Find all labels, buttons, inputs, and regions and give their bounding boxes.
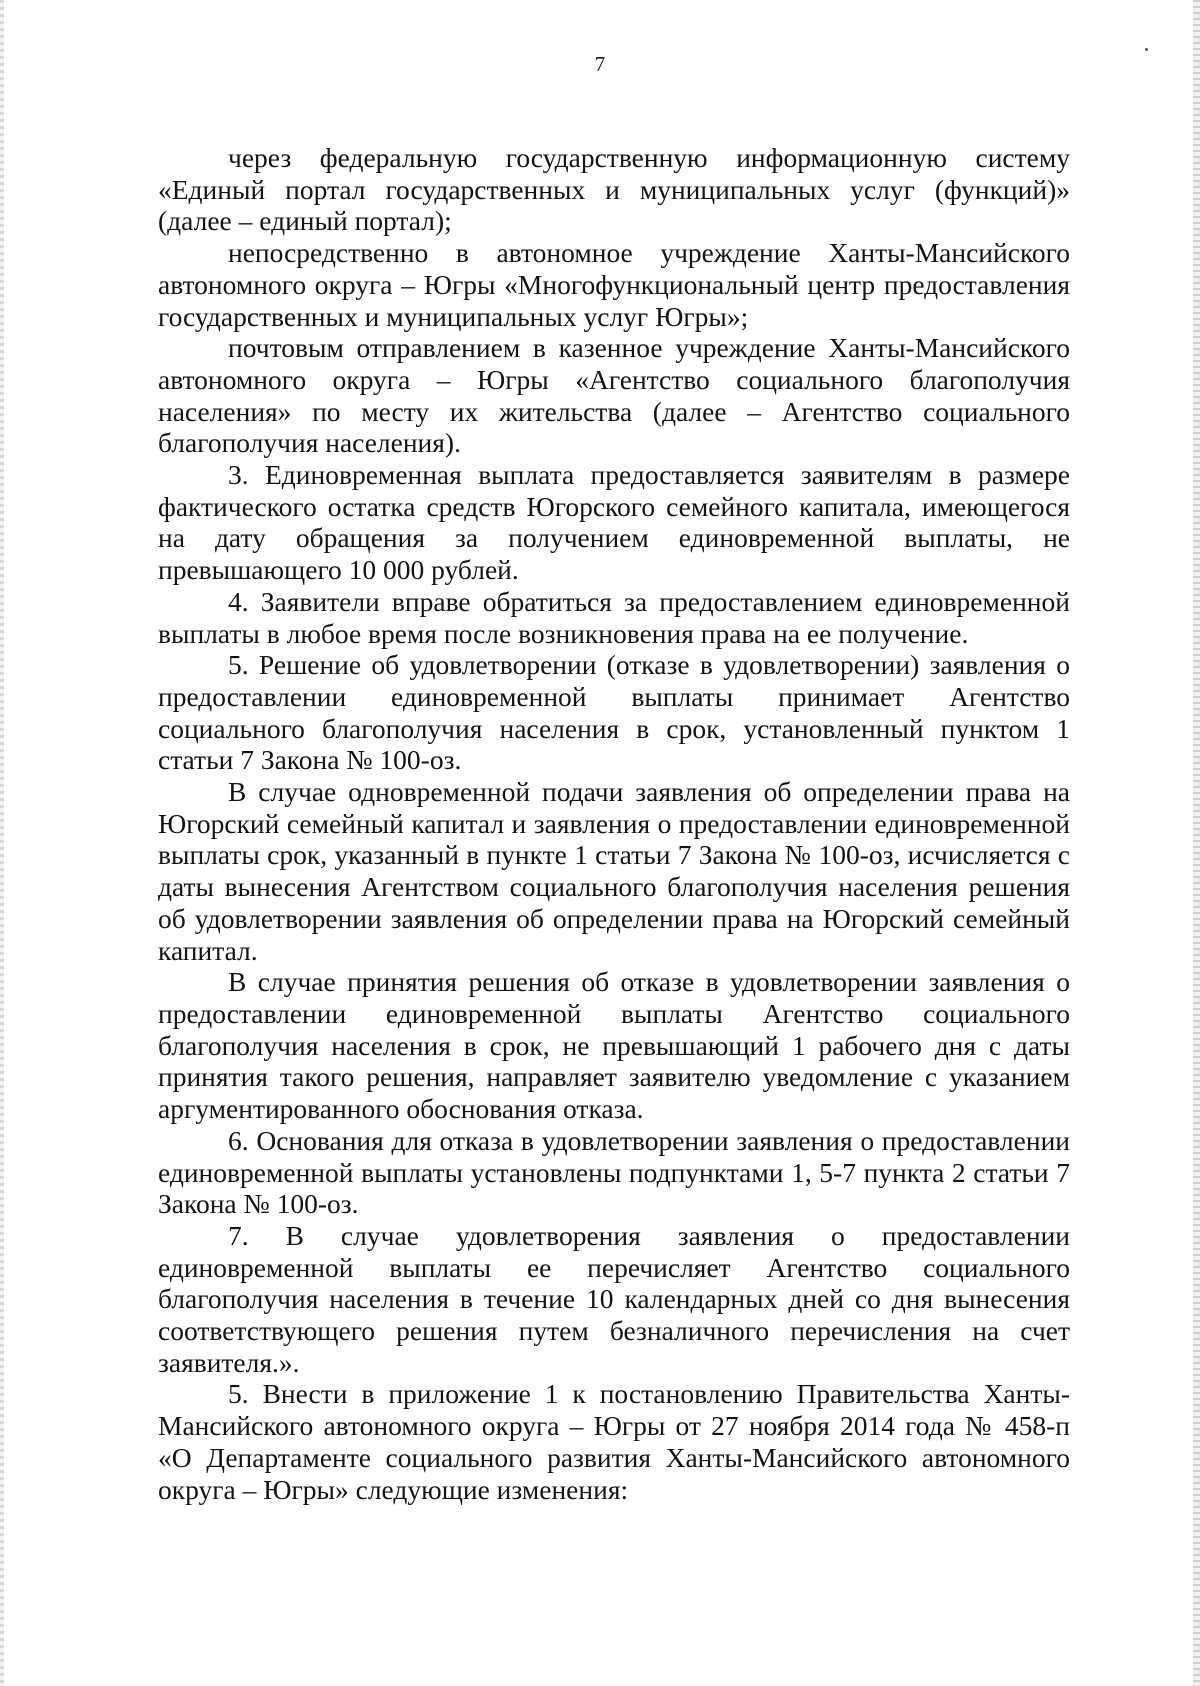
paragraph-amendment-5: 5. Внести в приложение 1 к постановлению Правительства Ханты-Мансийского автономного округа – Югры от 27 ноября 2014 года № 458-п «О Департаменте социального развития Ханты-Мансийского автономного округа – Югры» следующие изменения: — [158, 1378, 1070, 1505]
scan-edge-right — [1193, 0, 1200, 1686]
paragraph-postal: почтовым отправлением в казенное учреждение Ханты-Мансийского автономного округа – Югры «Агентство социального благополучия населения» по месту их жительства (далее – Агентство социального благополучия населения). — [158, 332, 1070, 459]
paragraph-point-6: 6. Основания для отказа в удовлетворении заявления о предоставлении единовременной выплаты установлены подпунктами 1, 5-7 пункта 2 статьи 7 Закона № 100-оз. — [158, 1124, 1070, 1220]
paragraph-simultaneous-filing: В случае одновременной подачи заявления об определении права на Югорский семейный капитал и заявления о предоставлении единовременной выплаты срок, указанный в пункте 1 статьи 7 Закона № 100-оз, исчисляется с даты вынесения Агентством социального благополучия населения решения об удовлетворении заявления об определении права на Югорский семейный капитал. — [158, 776, 1070, 966]
paragraph-refusal-notice: В случае принятия решения об отказе в удовлетворении заявления о предоставлении единовременной выплаты Агентство социального благополучия населения в срок, не превышающий 1 рабочего дня с даты принятия такого решения, направляет заявителю уведомление с указанием аргументированного обоснования отказа. — [158, 966, 1070, 1125]
paragraph-point-3: 3. Единовременная выплата предоставляется заявителям в размере фактического остатка средств Югорского семейного капитала, имеющегося на дату обращения за получением единовременной выплаты, не превышающего 10 000 рублей. — [158, 459, 1070, 586]
document-body — [158, 142, 1070, 1505]
scan-edge-left — [0, 0, 4, 1686]
paragraph-mfc: непосредственно в автономное учреждение Ханты-Мансийского автономного округа – Югры «Многофункциональный центр предоставления государственных и муниципальных услуг Югры»; — [158, 237, 1070, 332]
scan-speck — [1145, 48, 1148, 51]
paragraph-point-5: 5. Решение об удовлетворении (отказе в удовлетворении) заявления о предоставлении единовременной выплаты принимает Агентство социального благополучия населения в срок, установленный пунктом 1 статьи 7 Закона № 100-оз. — [158, 649, 1070, 776]
paragraph-single-portal: через федеральную государственную информационную систему «Единый портал государственных и муниципальных услуг (функций)» (далее – единый портал); — [158, 142, 1070, 237]
paragraph-point-7: 7. В случае удовлетворения заявления о предоставлении единовременной выплаты ее перечисляет Агентство социального благополучия населения в течение 10 календарных дней со дня вынесения соответствующего решения путем безналичного перечисления на счет заявителя.». — [158, 1219, 1070, 1378]
page-number: 7 — [594, 52, 606, 76]
paragraph-point-4: 4. Заявители вправе обратиться за предоставлением единовременной выплаты в любое время после возникновения права на ее получение. — [158, 585, 1070, 649]
